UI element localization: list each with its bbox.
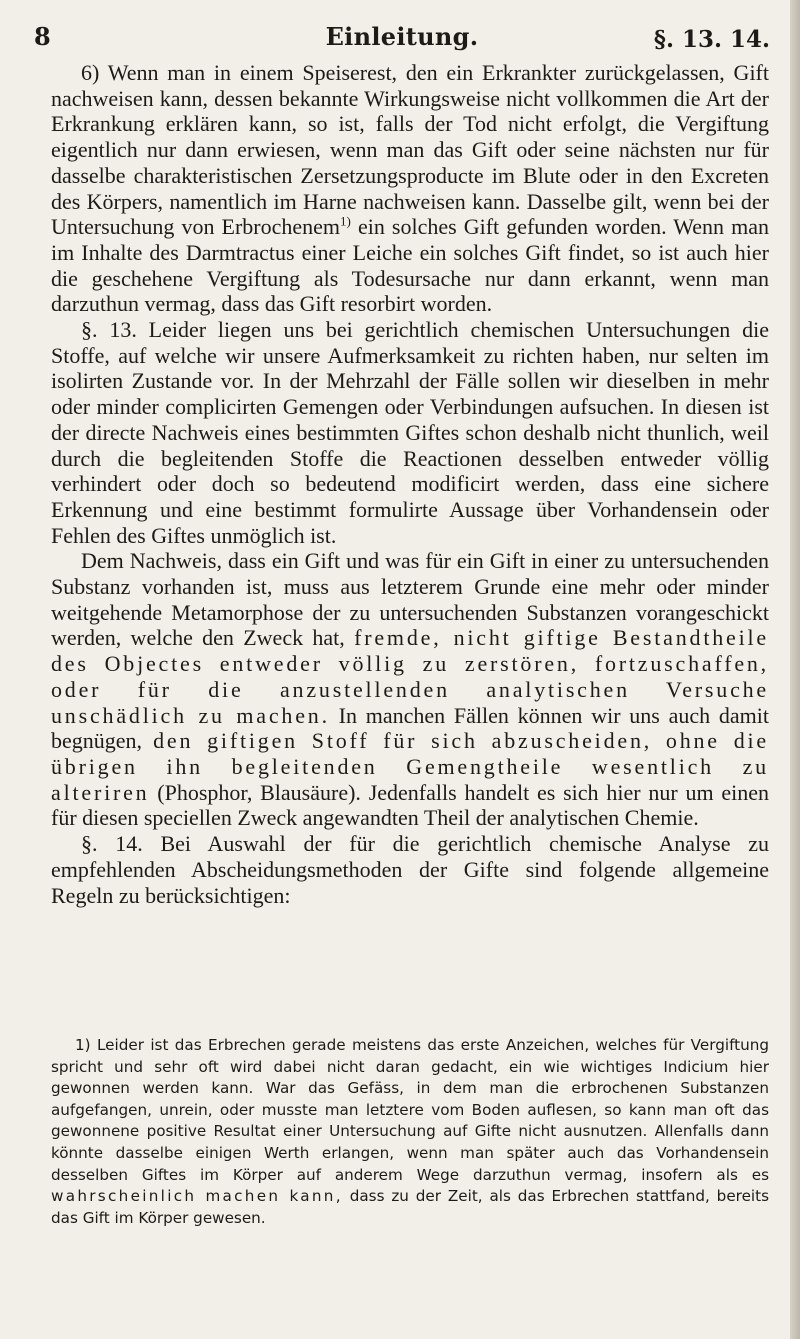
section-reference: §. 13. 14. (653, 26, 770, 53)
paragraph-text: In manchen Fällen können wir uns auch damit begnügen, (51, 702, 769, 754)
paragraph-item-6 (51, 60, 769, 317)
footnote-separator (51, 1025, 251, 1026)
footnote-text: Leider ist das Erbrechen gerade meistens das erste Anzeichen, welches für Vergiftung spricht und sehr oft wird dabei nicht daran gedacht, ein wie wichtiges Indicium hier gewonnen werden kann. War das Gefäss, in dem man die erbrochenen Substanzen aufgefangen, unrein, oder musste man letztere vom Boden auflesen, so kann man oft das gewonnene positive Resultat einer Untersuchung auf Gifte nicht ausnutzen. Allenfalls dann könnte dasselbe einigen Werth erlangen, wenn man später auch das Vorhandensein desselben Giftes im Körper auf anderem Wege darzuthun vermag, insofern als es (51, 1036, 769, 1184)
emphasized-text: den giftigen Stoff für sich abzuscheiden, ohne die übrigen ihn begleitenden Gemengtheile wesentlich zu alteriren (51, 728, 770, 805)
page-edge (790, 0, 800, 1339)
footnote-emphasis: wahrscheinlich machen kann, (51, 1187, 343, 1206)
paragraph-text: 6) Wenn man in einem Speiserest, den ein Erkrankter zurückgelassen, Gift nachweisen kann, dessen bekannte Wirkungsweise nicht vollkommen die Art der Erkrankung erklären kann, so ist, falls der Tod nicht erfolgt, die Vergiftung eigentlich nur dann erwiesen, wenn man das Gift oder seine nächsten nur für dasselbe charakteristischen Zersetzungsproducte im Blute oder in den Excreten des Körpers, namentlich im Harne nachweisen kann. Dasselbe gilt, wenn bei der Untersuchung von Erbrochenem (51, 60, 769, 240)
paragraph-text: ein solches Gift gefunden worden. Wenn man im Inhalte des Darmtractus einer Leiche ein solches Gift findet, so ist auch hier die geschehene Vergiftung als Todesursache nur dann erkannt, wenn man darzuthun vermag, dass das Gift resorbirt worden. (51, 214, 769, 317)
footnote-text: dass zu der Zeit, als das Erbrechen stattfand, bereits das Gift im Körper gewesen. (51, 1187, 769, 1227)
footnote-reference: 1) (340, 213, 351, 229)
paragraph-text: Dem Nachweis, dass ein Gift und was für ein Gift in einer zu untersuchenden Substanz vorhanden ist, muss aus letzterem Grunde eine mehr oder minder weitgehende Metamorphose der zu untersuchenden Substanzen vorangeschickt werden, welche den Zweck hat, (51, 548, 769, 651)
main-text (51, 60, 769, 908)
page-number: 8 (34, 22, 51, 51)
running-title: Einleitung. (325, 22, 479, 51)
paragraph-metamorphosis (51, 548, 769, 831)
paragraph-section-14: §. 14. Bei Auswahl der für die gerichtlich chemische Analyse zu empfehlenden Abscheidungsmethoden der Gifte sind folgende allgemeine Regeln zu berücksichtigen: (51, 831, 769, 908)
emphasized-text: fremde, nicht giftige Bestandtheile des Objectes entweder völlig zu zerstören, fortzuschaffen, oder für die anzustellenden analytischen Versuche unschädlich zu machen. (51, 625, 769, 728)
page-header (34, 22, 770, 58)
paragraph-text: (Phosphor, Blausäure). Jedenfalls handelt es sich hier nur um einen für diesen speciellen Zweck angewandten Theil der analytischen Chemie. (51, 779, 769, 831)
footnote (51, 1035, 769, 1229)
footnote-marker: 1) (75, 1036, 91, 1054)
paragraph-section-13: §. 13. Leider liegen uns bei gerichtlich chemischen Untersuchungen die Stoffe, auf welche wir unsere Aufmerksamkeit zu richten haben, nur selten im isolirten Zustande vor. In der Mehrzahl der Fälle sollen wir dieselben in mehr oder minder complicirten Gemengen oder Verbindungen aufsuchen. In diesen ist der directe Nachweis eines bestimmten Giftes schon deshalb nicht thunlich, weil durch die begleitenden Stoffe die Reactionen desselben entweder völlig verhindert oder doch so bedeutend modificirt werden, dass eine sichere Erkennung und eine bestimmt formulirte Aussage über Vorhandensein oder Fehlen des Giftes unmöglich ist. (51, 317, 769, 548)
